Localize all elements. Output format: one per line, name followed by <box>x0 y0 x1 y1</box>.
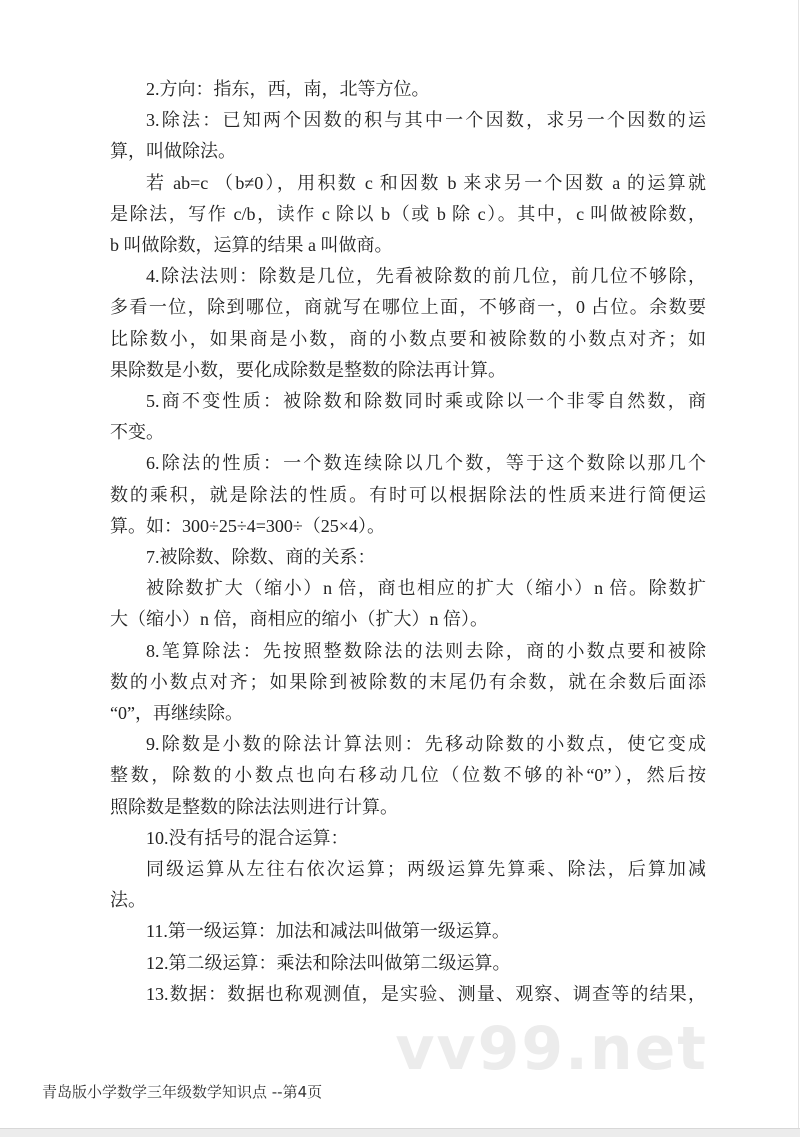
text-line: 13.数据：数据也称观测值，是实验、测量、观察、调查等的结果， <box>146 983 706 1004</box>
document-body <box>110 74 706 1010</box>
text-line: 比除数小，如果商是小数，商的小数点要和被除数的小数点对齐；如 <box>110 328 706 349</box>
text-line: 2.方向：指东，西，南，北等方位。 <box>146 79 430 99</box>
paragraph <box>110 448 706 542</box>
text-line: 多看一位，除到哪位，商就写在哪位上面，不够商一，0 占位。余数要 <box>110 297 706 318</box>
text-line: 算，叫做除法。 <box>110 141 236 162</box>
text-line: 数的小数点对齐；如果除到被除数的末尾仍有余数，就在余数后面添 <box>110 671 706 692</box>
paragraph <box>110 979 706 1010</box>
text-line: 果除数是小数，要化成除数是整数的除法再计算。 <box>110 359 506 380</box>
paragraph <box>110 823 706 854</box>
paragraph <box>110 729 706 823</box>
text-line: 11.第一级运算：加法和减法叫做第一级运算。 <box>146 921 510 942</box>
paragraph <box>110 168 706 262</box>
page-footer: 青岛版小学数学三年级数学知识点 --第4页 <box>42 1083 323 1102</box>
text-line: “0”，再继续除。 <box>110 703 243 724</box>
paragraph <box>110 386 706 448</box>
text-line: 4.除法法则：除数是几位，先看被除数的前几位，前几位不够除， <box>146 266 706 287</box>
text-line: 数的乘积，就是除法的性质。有时可以根据除法的性质来进行简便运 <box>110 484 706 505</box>
text-line: 算。如：300÷25÷4=300÷（25×4）。 <box>110 515 385 536</box>
paragraph <box>110 542 706 573</box>
page-bottom-edge <box>0 1128 800 1137</box>
text-line: 照除数是整数的除法法则进行计算。 <box>110 796 398 817</box>
paragraph <box>110 948 706 979</box>
text-line: b 叫做除数，运算的结果 a 叫做商。 <box>110 235 393 256</box>
paragraph <box>110 105 706 167</box>
text-line: 3.除法：已知两个因数的积与其中一个因数，求另一个因数的运 <box>146 110 706 131</box>
text-line: 被除数扩大（缩小）n 倍，商也相应的扩大（缩小）n 倍。除数扩 <box>146 578 706 599</box>
text-line: 大（缩小）n 倍，商相应的缩小（扩大）n 倍）。 <box>110 609 488 630</box>
paragraph <box>110 74 706 105</box>
page-bottom-area <box>0 1016 798 1106</box>
text-line: 同级运算从左往右依次运算；两级运算先算乘、除法，后算加减 <box>146 859 706 880</box>
text-line: 不变。 <box>110 422 164 443</box>
text-line: 若 ab=c （b≠0），用积数 c 和因数 b 来求另一个因数 a 的运算就 <box>146 172 706 193</box>
paragraph <box>110 854 706 916</box>
text-line: 12.第二级运算：乘法和除法叫做第二级运算。 <box>146 952 511 973</box>
text-line: 7.被除数、除数、商的关系： <box>146 547 376 568</box>
text-line: 10.没有括号的混合运算： <box>146 827 349 848</box>
paragraph <box>110 573 706 635</box>
text-line: 整数，除数的小数点也向右移动几位（位数不够的补“0”），然后按 <box>110 765 706 786</box>
paragraph <box>110 916 706 947</box>
text-line: 9.除数是小数的除法计算法则：先移动除数的小数点，使它变成 <box>146 734 706 755</box>
paragraph <box>110 261 706 386</box>
text-line: 8.笔算除法：先按照整数除法的法则去除，商的小数点要和被除 <box>146 640 706 661</box>
paragraph <box>110 636 706 730</box>
text-line: 5.商不变性质：被除数和除数同时乘或除以一个非零自然数，商 <box>146 391 706 412</box>
text-line: 是除法，写作 c/b，读作 c 除以 b（或 b 除 c）。其中，c 叫做被除数， <box>110 203 706 224</box>
watermark: vv99.net <box>395 1014 708 1085</box>
text-line: 6.除法的性质：一个数连续除以几个数，等于这个数除以那几个 <box>146 453 706 474</box>
text-line: 法。 <box>110 890 146 911</box>
